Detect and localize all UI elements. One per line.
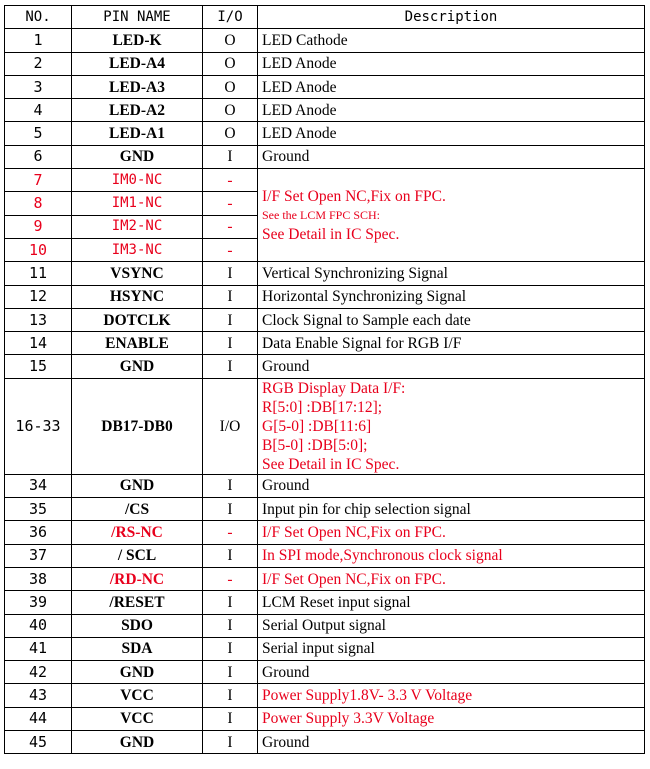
- table-row: [5, 99, 645, 122]
- pin-io: I: [203, 145, 258, 168]
- rgb-desc-line4: B[5-0] :DB[5:0];: [262, 436, 368, 454]
- pin-io: I: [203, 262, 258, 285]
- pin-no: 14: [5, 332, 72, 355]
- im-desc-line2: See the LCM FPC SCH:: [262, 207, 381, 222]
- table-row: [5, 332, 645, 355]
- pin-name: /CS: [72, 498, 203, 521]
- pin-name: IM2-NC: [72, 215, 203, 238]
- pin-no: 36: [5, 521, 72, 544]
- pin-desc: Clock Signal to Sample each date: [258, 308, 645, 331]
- pin-io: -: [203, 169, 258, 192]
- pin-desc: Ground: [258, 661, 645, 684]
- header-pin-name: PIN NAME: [72, 6, 203, 29]
- pin-no: 1: [5, 29, 72, 52]
- pin-io: O: [203, 29, 258, 52]
- rgb-desc-line2: R[5:0] :DB[17:12];: [262, 398, 383, 416]
- pin-name: GND: [72, 474, 203, 497]
- pin-no: 7: [5, 169, 72, 192]
- pin-no: 43: [5, 684, 72, 707]
- pin-no: 42: [5, 661, 72, 684]
- table-row: [5, 169, 645, 192]
- header-io: I/O: [203, 6, 258, 29]
- pin-io: I: [203, 684, 258, 707]
- pin-io: I: [203, 498, 258, 521]
- pin-io: I: [203, 474, 258, 497]
- pin-name: VCC: [72, 684, 203, 707]
- pin-no: 37: [5, 544, 72, 567]
- pin-desc: Ground: [258, 474, 645, 497]
- pin-io: I: [203, 544, 258, 567]
- pin-desc: Ground: [258, 145, 645, 168]
- pin-no: 35: [5, 498, 72, 521]
- pin-desc: LED Anode: [258, 52, 645, 75]
- pin-desc: Vertical Synchronizing Signal: [258, 262, 645, 285]
- pin-io: I/O: [203, 378, 258, 474]
- pin-no: 44: [5, 707, 72, 730]
- pin-name: VSYNC: [72, 262, 203, 285]
- pin-io: I: [203, 355, 258, 378]
- pin-io: I: [203, 614, 258, 637]
- pin-no: 34: [5, 474, 72, 497]
- pin-no: 8: [5, 192, 72, 215]
- pin-no: 3: [5, 75, 72, 98]
- pin-io: I: [203, 591, 258, 614]
- pin-io: I: [203, 661, 258, 684]
- pin-io: I: [203, 637, 258, 660]
- table-row: [5, 52, 645, 75]
- header-no: NO.: [5, 6, 72, 29]
- pin-io: -: [203, 215, 258, 238]
- pin-desc: I/F Set Open NC,Fix on FPC.: [258, 521, 645, 544]
- pin-desc: Data Enable Signal for RGB I/F: [258, 332, 645, 355]
- pin-no: 38: [5, 567, 72, 590]
- pin-io: O: [203, 52, 258, 75]
- pin-name: /RESET: [72, 591, 203, 614]
- pin-desc: LED Anode: [258, 75, 645, 98]
- pin-name: LED-A4: [72, 52, 203, 75]
- pin-io: -: [203, 238, 258, 261]
- pin-desc: Power Supply1.8V- 3.3 V Voltage: [258, 684, 645, 707]
- pin-name: LED-K: [72, 29, 203, 52]
- table-row: [5, 544, 645, 567]
- im-group-desc: [258, 169, 645, 262]
- pin-no: 41: [5, 637, 72, 660]
- pin-io: I: [203, 731, 258, 754]
- pin-name: SDA: [72, 637, 203, 660]
- table-row: [5, 378, 645, 474]
- table-row: [5, 262, 645, 285]
- pin-name: VCC: [72, 707, 203, 730]
- table-row: [5, 684, 645, 707]
- pin-no: 6: [5, 145, 72, 168]
- table-row: [5, 661, 645, 684]
- pin-name: HSYNC: [72, 285, 203, 308]
- pin-name: GND: [72, 661, 203, 684]
- pin-name: / SCL: [72, 544, 203, 567]
- pin-name: SDO: [72, 614, 203, 637]
- table-row: [5, 308, 645, 331]
- table-row: [5, 355, 645, 378]
- rgb-desc-line3: G[5-0] :DB[11:6]: [262, 417, 372, 435]
- pin-io: O: [203, 122, 258, 145]
- pin-desc: Input pin for chip selection signal: [258, 498, 645, 521]
- pin-desc: Serial Output signal: [258, 614, 645, 637]
- pin-name: GND: [72, 731, 203, 754]
- pin-name: LED-A3: [72, 75, 203, 98]
- table-row: [5, 567, 645, 590]
- pin-name: IM0-NC: [72, 169, 203, 192]
- pin-desc: Ground: [258, 355, 645, 378]
- pin-desc: Ground: [258, 731, 645, 754]
- table-row: [5, 591, 645, 614]
- pin-no: 5: [5, 122, 72, 145]
- table-row: [5, 614, 645, 637]
- pin-desc: In SPI mode,Synchronous clock signal: [258, 544, 645, 567]
- pin-io: I: [203, 308, 258, 331]
- pin-io: -: [203, 567, 258, 590]
- rgb-data-desc: [258, 378, 645, 474]
- pin-name: IM1-NC: [72, 192, 203, 215]
- pin-io: I: [203, 285, 258, 308]
- pin-table: [4, 5, 645, 754]
- pin-no: 45: [5, 731, 72, 754]
- table-row: [5, 29, 645, 52]
- pin-desc: Power Supply 3.3V Voltage: [258, 707, 645, 730]
- pin-no: 39: [5, 591, 72, 614]
- pin-desc: LCM Reset input signal: [258, 591, 645, 614]
- pin-io: -: [203, 192, 258, 215]
- header-row: [5, 6, 645, 29]
- pin-no: 9: [5, 215, 72, 238]
- pin-name: /RD-NC: [72, 567, 203, 590]
- table-row: [5, 707, 645, 730]
- pin-desc: I/F Set Open NC,Fix on FPC.: [258, 567, 645, 590]
- pin-no: 4: [5, 99, 72, 122]
- pin-name: ENABLE: [72, 332, 203, 355]
- table-row: [5, 637, 645, 660]
- im-desc-line1: I/F Set Open NC,Fix on FPC.: [262, 187, 446, 205]
- pin-no: 40: [5, 614, 72, 637]
- pin-name: GND: [72, 145, 203, 168]
- pin-name: DB17-DB0: [72, 378, 203, 474]
- pin-no: 16-33: [5, 378, 72, 474]
- pin-name: /RS-NC: [72, 521, 203, 544]
- pin-desc: Horizontal Synchronizing Signal: [258, 285, 645, 308]
- pin-name: DOTCLK: [72, 308, 203, 331]
- pin-no: 2: [5, 52, 72, 75]
- im-desc-line3: See Detail in IC Spec.: [262, 225, 400, 243]
- rgb-desc-line1: RGB Display Data I/F:: [262, 379, 406, 397]
- pin-desc: LED Cathode: [258, 29, 645, 52]
- pin-desc: LED Anode: [258, 122, 645, 145]
- pin-io: O: [203, 99, 258, 122]
- table-row: [5, 145, 645, 168]
- pin-name: GND: [72, 355, 203, 378]
- table-row: [5, 731, 645, 754]
- table-row: [5, 122, 645, 145]
- header-description: Description: [258, 6, 645, 29]
- pin-desc: LED Anode: [258, 99, 645, 122]
- table-row: [5, 521, 645, 544]
- table-row: [5, 75, 645, 98]
- pin-name: LED-A1: [72, 122, 203, 145]
- pin-io: O: [203, 75, 258, 98]
- pin-name: IM3-NC: [72, 238, 203, 261]
- pin-no: 13: [5, 308, 72, 331]
- pin-no: 11: [5, 262, 72, 285]
- pin-no: 10: [5, 238, 72, 261]
- pin-desc: Serial input signal: [258, 637, 645, 660]
- table-row: [5, 474, 645, 497]
- pin-no: 12: [5, 285, 72, 308]
- pin-name: LED-A2: [72, 99, 203, 122]
- pin-no: 15: [5, 355, 72, 378]
- rgb-desc-line5: See Detail in IC Spec.: [262, 455, 400, 473]
- pin-io: I: [203, 332, 258, 355]
- table-row: [5, 498, 645, 521]
- pin-io: I: [203, 707, 258, 730]
- pin-io: -: [203, 521, 258, 544]
- table-row: [5, 285, 645, 308]
